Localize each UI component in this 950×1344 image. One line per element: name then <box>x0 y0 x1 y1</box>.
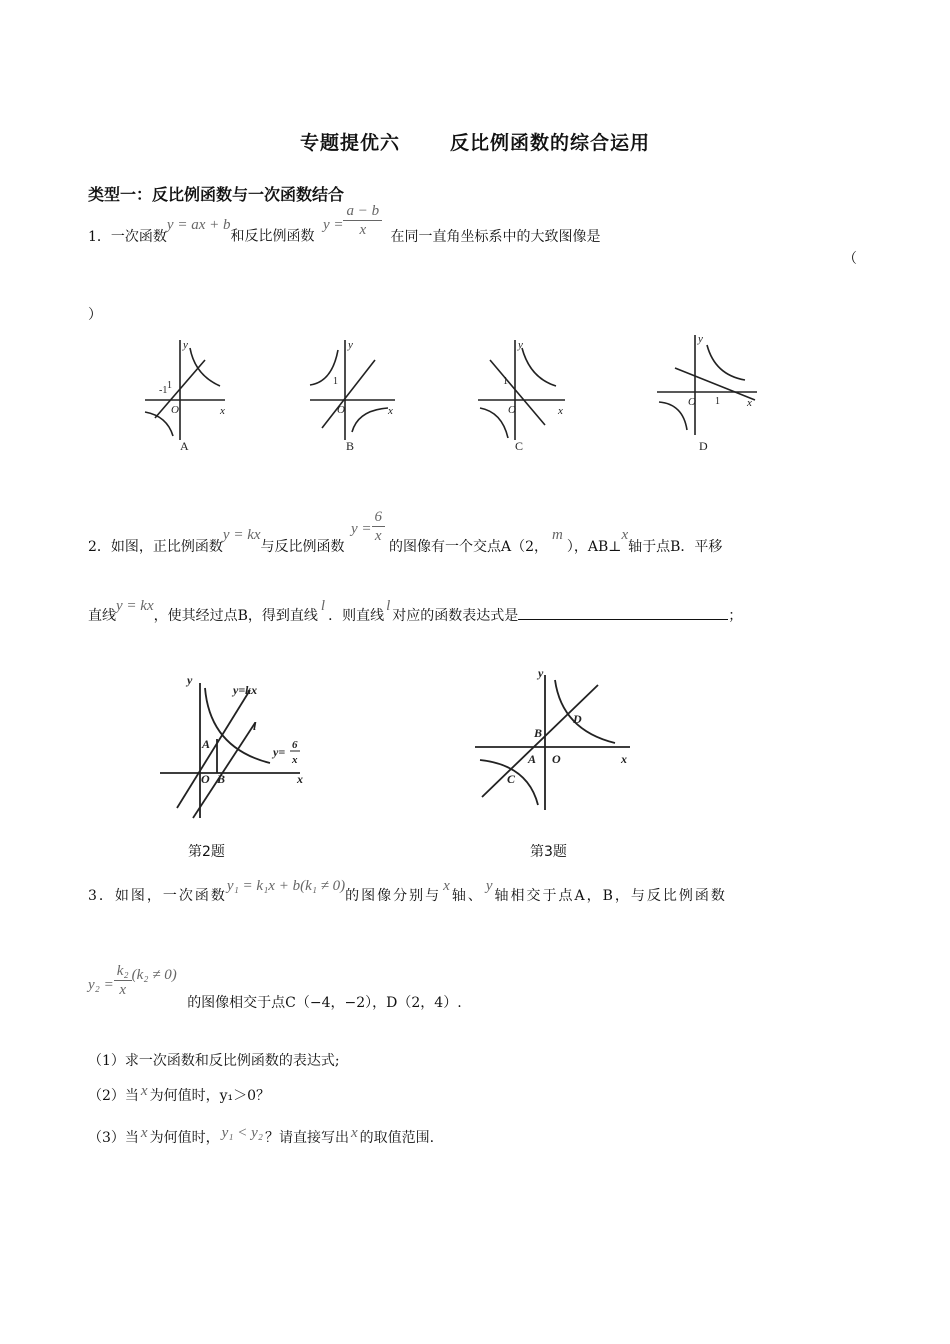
fig2-y-label: y <box>187 673 193 687</box>
svg-text:O: O <box>508 404 516 416</box>
q2-frac-den: x <box>374 528 382 544</box>
q3-x: x <box>443 878 450 894</box>
q2-prefix: 2．如图，正比例函数 <box>88 538 223 555</box>
q1-eq-linear: y = ax + b <box>166 216 231 233</box>
q1-paren-close: ） <box>88 307 102 323</box>
svg-text:-1: -1 <box>159 385 168 396</box>
question-3 <box>88 875 727 904</box>
question-3-line2 <box>88 962 462 1011</box>
q2-line2-mid2: ．则直线 <box>328 608 385 624</box>
svg-text:x: x <box>558 405 563 417</box>
fig3-point-d: D <box>573 712 582 726</box>
q1-mid: 和反比例函数 <box>230 228 315 245</box>
svg-text:y: y <box>518 339 523 351</box>
fig2-point-b: B <box>217 772 226 786</box>
figure-3-caption: 第3题 <box>530 844 567 860</box>
q3-sub3-x: x <box>140 1125 148 1141</box>
q1-paren-open: （ <box>843 251 857 267</box>
q2-eq-lhs: y = <box>350 520 372 537</box>
q2-line2-eq: y = kx <box>116 598 154 614</box>
title-left: 专题提优六 <box>299 132 400 154</box>
figure-2 <box>155 668 325 828</box>
q3-line2: 的图像相交于点C（−4，−2），D（2，4）. <box>187 994 462 1011</box>
q3-sub3-x2: x <box>350 1125 358 1141</box>
q2-x: x <box>621 526 629 543</box>
q3-sub3 <box>88 1127 434 1147</box>
q1-prefix: 1．一次函数 <box>88 228 167 245</box>
q2-suffix: 轴于点B．平移 <box>628 538 723 555</box>
q1-fraction <box>343 202 382 239</box>
figure-2-caption: 第2题 <box>188 844 225 860</box>
svg-text:1: 1 <box>715 396 720 407</box>
q2-eq-proportional: y = kx <box>222 526 261 543</box>
q2-mid2: 的图像有一个交点A（2， <box>389 538 549 555</box>
q2-line-l2: l <box>386 598 391 614</box>
q3-prefix: 3．如图，一次函数 <box>88 888 227 904</box>
q1-option-graphs <box>125 330 805 465</box>
q2-mid1: 与反比例函数 <box>260 538 345 555</box>
option-d-label: D <box>699 439 708 453</box>
svg-text:x: x <box>388 405 393 417</box>
fig2-point-a: A <box>202 737 211 751</box>
option-c-graph <box>478 340 565 440</box>
q1-suffix: 在同一直角坐标系中的大致图像是 <box>390 228 601 245</box>
q2-line2-mid: ，使其经过点B，得到直线 <box>153 608 318 624</box>
fig2-ykx-label: y=kx <box>233 683 258 697</box>
fig3-point-c: C <box>507 772 516 786</box>
fig3-y-label: y <box>538 666 544 680</box>
question-2 <box>88 500 723 555</box>
q3-fraction <box>114 962 132 999</box>
option-a-graph <box>145 340 225 440</box>
page-title <box>0 128 950 155</box>
q2-semicolon: ； <box>728 608 743 624</box>
fig3-x-label: x <box>621 752 627 766</box>
option-d-graph <box>657 335 757 435</box>
fig2-y6-num: 6 <box>292 739 298 751</box>
fig2-x-label: x <box>297 772 303 786</box>
q3-sub2 <box>88 1085 270 1105</box>
q3-mid2: 轴、 <box>451 888 484 904</box>
svg-text:O: O <box>688 396 696 408</box>
q2-line2-suffix: 对应的函数表达式是 <box>392 608 519 624</box>
q3-eq2-cond: (k₂ ≠ 0) <box>131 966 177 983</box>
q3-sub3-a: （3）当 <box>88 1130 139 1146</box>
fig2-origin: O <box>201 772 210 786</box>
title-right: 反比例函数的综合运用 <box>450 132 651 154</box>
q2-line2-prefix: 直线 <box>88 608 116 624</box>
q3-sub2-a: （2）当 <box>88 1088 139 1104</box>
q2-fraction <box>372 508 386 545</box>
q3-sub3-d: 的取值范围. <box>359 1130 435 1146</box>
option-a-label: A <box>180 439 189 453</box>
q3-sub2-b: 为何值时，y₁＞0？ <box>149 1088 271 1104</box>
svg-text:x: x <box>220 405 225 417</box>
q3-frac-den: x <box>119 982 127 998</box>
q2-line-l: l <box>320 598 326 614</box>
svg-text:y: y <box>348 339 353 351</box>
q2-m: m <box>552 526 563 543</box>
option-b-graph <box>310 340 395 440</box>
svg-text:1: 1 <box>503 376 508 387</box>
fig3-point-b: B <box>534 726 543 740</box>
svg-text:O: O <box>337 404 345 416</box>
q2-mid3: ），AB⊥ <box>566 538 622 555</box>
q3-eq2-lhs: y₂ = <box>88 976 114 993</box>
q2-answer-blank[interactable] <box>518 605 728 620</box>
q3-y: y <box>485 878 493 894</box>
svg-text:y: y <box>183 339 188 351</box>
svg-text:1: 1 <box>167 380 172 391</box>
question-2-line2 <box>88 595 743 624</box>
fig3-origin: O <box>552 752 561 766</box>
q3-suffix: 轴相交于点A，B，与反比例函数 <box>494 888 727 904</box>
q1-eq-lhs: y = <box>322 216 344 233</box>
svg-text:O: O <box>171 404 179 416</box>
q2-frac-num: 6 <box>372 508 386 527</box>
q1-frac-num: a − b <box>343 202 382 221</box>
q3-frac-num: k₂ <box>114 962 132 981</box>
fig2-y6-lhs: y= <box>273 745 286 759</box>
q3-sub3-eq: y₁ < y₂ <box>221 1125 263 1141</box>
section-heading: 类型一：反比例函数与一次函数结合 <box>88 185 345 204</box>
svg-text:1: 1 <box>333 376 338 387</box>
q3-eq-linear: y₁ = k₁x + b(k₁ ≠ 0) <box>226 878 346 894</box>
q3-sub3-b: 为何值时， <box>149 1130 220 1146</box>
question-1 <box>88 203 601 278</box>
option-c-label: C <box>515 439 524 453</box>
q3-sub1: （1）求一次函数和反比例函数的表达式; <box>88 1053 340 1069</box>
q3-sub3-c: ？请直接写出 <box>264 1130 349 1146</box>
q3-sub2-x: x <box>140 1083 148 1099</box>
svg-text:y: y <box>698 333 703 345</box>
q3-mid1: 的图像分别与 <box>345 888 442 904</box>
option-b-label: B <box>346 439 355 453</box>
figure-3 <box>470 665 640 810</box>
q1-frac-den: x <box>359 222 367 238</box>
fig3-point-a: A <box>528 752 537 766</box>
fig2-y6-den: x <box>292 754 298 766</box>
fig2-l-label: l <box>253 719 257 733</box>
svg-text:x: x <box>747 397 752 409</box>
